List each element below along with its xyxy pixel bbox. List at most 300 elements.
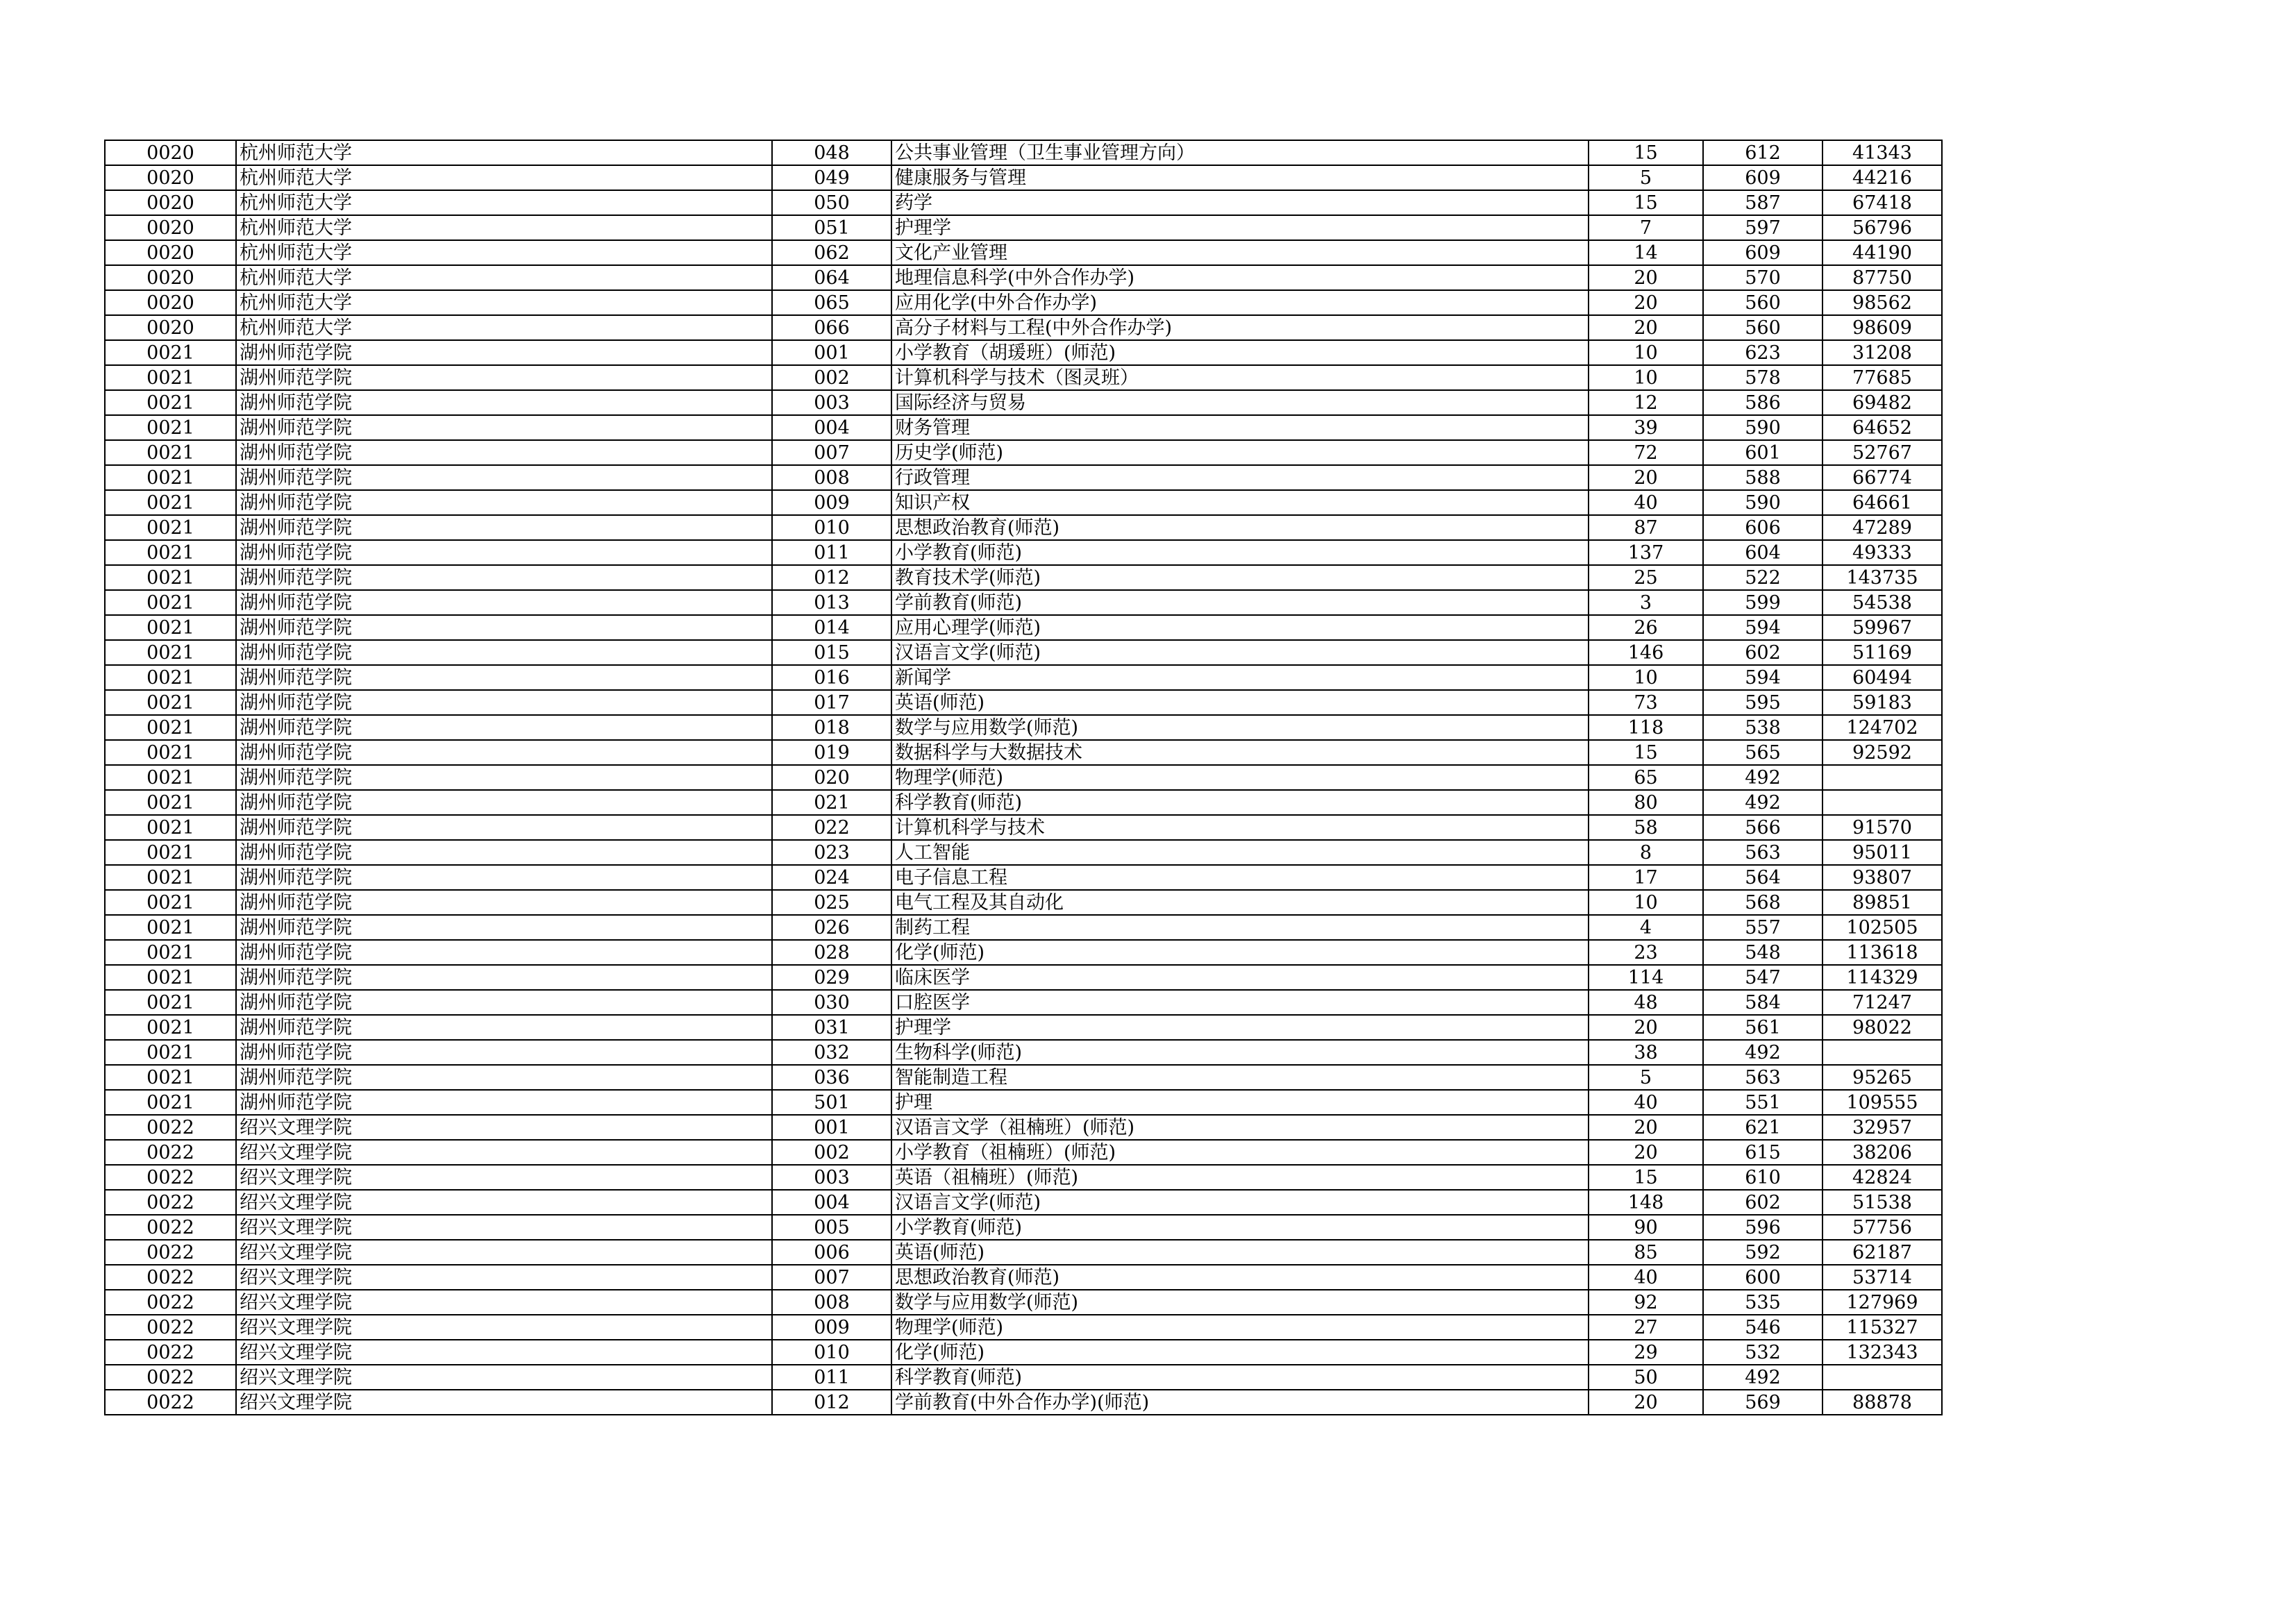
plan-count-cell: 5 [1589,165,1703,190]
plan-count-cell: 20 [1589,315,1703,340]
major-name-cell: 知识产权 [891,490,1589,515]
major-name-cell: 学前教育(师范) [891,590,1589,615]
school-name-cell: 杭州师范大学 [236,215,772,240]
plan-count-cell: 38 [1589,1040,1703,1065]
rank-cell: 44216 [1822,165,1942,190]
major-name-cell: 高分子材料与工程(中外合作办学) [891,315,1589,340]
major-code-cell: 030 [772,990,891,1015]
school-name-cell: 湖州师范学院 [236,390,772,415]
admission-table-body [105,140,1942,1415]
major-code-cell: 014 [772,615,891,640]
school-name-cell: 杭州师范大学 [236,165,772,190]
score-cell: 546 [1703,1315,1822,1340]
plan-count-cell: 14 [1589,240,1703,265]
school-name-cell: 湖州师范学院 [236,1065,772,1090]
plan-count-cell: 12 [1589,390,1703,415]
plan-count-cell: 20 [1589,1140,1703,1165]
school-code-cell: 0021 [105,940,236,965]
school-name-cell: 湖州师范学院 [236,690,772,715]
score-cell: 561 [1703,1015,1822,1040]
plan-count-cell: 10 [1589,890,1703,915]
table-row [105,590,1942,615]
school-name-cell: 湖州师范学院 [236,940,772,965]
school-name-cell: 湖州师范学院 [236,915,772,940]
school-name-cell: 杭州师范大学 [236,140,772,165]
school-code-cell: 0022 [105,1190,236,1215]
school-name-cell: 湖州师范学院 [236,590,772,615]
score-cell: 586 [1703,390,1822,415]
plan-count-cell: 73 [1589,690,1703,715]
score-cell: 560 [1703,315,1822,340]
rank-cell: 92592 [1822,740,1942,765]
school-code-cell: 0022 [105,1390,236,1415]
rank-cell: 95011 [1822,840,1942,865]
school-name-cell: 湖州师范学院 [236,1015,772,1040]
score-cell: 547 [1703,965,1822,990]
major-code-cell: 050 [772,190,891,215]
table-row [105,1265,1942,1290]
score-cell: 538 [1703,715,1822,740]
major-name-cell: 公共事业管理（卫生事业管理方向） [891,140,1589,165]
plan-count-cell: 27 [1589,1315,1703,1340]
major-code-cell: 012 [772,1390,891,1415]
major-code-cell: 001 [772,1115,891,1140]
major-code-cell: 011 [772,1365,891,1390]
score-cell: 594 [1703,665,1822,690]
school-code-cell: 0022 [105,1115,236,1140]
school-code-cell: 0021 [105,915,236,940]
major-name-cell: 地理信息科学(中外合作办学) [891,265,1589,290]
school-code-cell: 0021 [105,465,236,490]
plan-count-cell: 5 [1589,1065,1703,1090]
major-code-cell: 008 [772,1290,891,1315]
rank-cell: 38206 [1822,1140,1942,1165]
major-name-cell: 小学教育（胡瑗班）(师范) [891,340,1589,365]
school-code-cell: 0021 [105,340,236,365]
table-row [105,815,1942,840]
school-name-cell: 绍兴文理学院 [236,1265,772,1290]
school-code-cell: 0021 [105,815,236,840]
score-cell: 557 [1703,915,1822,940]
school-name-cell: 湖州师范学院 [236,490,772,515]
table-row [105,990,1942,1015]
school-name-cell: 湖州师范学院 [236,415,772,440]
table-row [105,415,1942,440]
table-row [105,1365,1942,1390]
score-cell: 592 [1703,1240,1822,1265]
school-code-cell: 0021 [105,590,236,615]
plan-count-cell: 10 [1589,340,1703,365]
school-name-cell: 湖州师范学院 [236,615,772,640]
school-name-cell: 湖州师范学院 [236,640,772,665]
school-code-cell: 0021 [105,615,236,640]
score-cell: 602 [1703,1190,1822,1215]
major-name-cell: 计算机科学与技术（图灵班） [891,365,1589,390]
rank-cell: 132343 [1822,1340,1942,1365]
plan-count-cell: 7 [1589,215,1703,240]
school-code-cell: 0021 [105,440,236,465]
rank-cell: 51538 [1822,1190,1942,1215]
major-code-cell: 019 [772,740,891,765]
major-code-cell: 020 [772,765,891,790]
school-name-cell: 湖州师范学院 [236,740,772,765]
school-name-cell: 绍兴文理学院 [236,1215,772,1240]
major-code-cell: 012 [772,565,891,590]
table-row [105,540,1942,565]
plan-count-cell: 87 [1589,515,1703,540]
rank-cell: 53714 [1822,1265,1942,1290]
rank-cell: 89851 [1822,890,1942,915]
rank-cell: 54538 [1822,590,1942,615]
plan-count-cell: 25 [1589,565,1703,590]
major-code-cell: 004 [772,415,891,440]
major-name-cell: 财务管理 [891,415,1589,440]
major-name-cell: 汉语言文学(师范) [891,640,1589,665]
school-name-cell: 湖州师范学院 [236,990,772,1015]
major-name-cell: 生物科学(师范) [891,1040,1589,1065]
rank-cell: 114329 [1822,965,1942,990]
plan-count-cell: 137 [1589,540,1703,565]
school-code-cell: 0021 [105,515,236,540]
table-row [105,1215,1942,1240]
table-row [105,440,1942,465]
school-name-cell: 杭州师范大学 [236,290,772,315]
major-code-cell: 025 [772,890,891,915]
major-name-cell: 口腔医学 [891,990,1589,1015]
school-code-cell: 0021 [105,1065,236,1090]
table-row [105,1065,1942,1090]
rank-cell: 143735 [1822,565,1942,590]
major-code-cell: 003 [772,390,891,415]
major-name-cell: 思想政治教育(师范) [891,1265,1589,1290]
rank-cell: 98562 [1822,290,1942,315]
major-name-cell: 制药工程 [891,915,1589,940]
major-name-cell: 电气工程及其自动化 [891,890,1589,915]
major-code-cell: 007 [772,440,891,465]
rank-cell: 124702 [1822,715,1942,740]
school-name-cell: 湖州师范学院 [236,565,772,590]
school-code-cell: 0021 [105,1040,236,1065]
school-code-cell: 0020 [105,315,236,340]
school-code-cell: 0021 [105,865,236,890]
table-row [105,290,1942,315]
school-name-cell: 湖州师范学院 [236,865,772,890]
rank-cell: 98609 [1822,315,1942,340]
table-row [105,1240,1942,1265]
score-cell: 596 [1703,1215,1822,1240]
major-code-cell: 021 [772,790,891,815]
plan-count-cell: 26 [1589,615,1703,640]
school-name-cell: 绍兴文理学院 [236,1240,772,1265]
school-code-cell: 0021 [105,365,236,390]
major-name-cell: 健康服务与管理 [891,165,1589,190]
major-code-cell: 036 [772,1065,891,1090]
table-row [105,1165,1942,1190]
major-code-cell: 017 [772,690,891,715]
school-code-cell: 0021 [105,640,236,665]
score-cell: 578 [1703,365,1822,390]
rank-cell: 44190 [1822,240,1942,265]
plan-count-cell: 15 [1589,1165,1703,1190]
plan-count-cell: 10 [1589,665,1703,690]
score-cell: 623 [1703,340,1822,365]
major-name-cell: 电子信息工程 [891,865,1589,890]
plan-count-cell: 8 [1589,840,1703,865]
major-name-cell: 护理学 [891,1015,1589,1040]
school-name-cell: 杭州师范大学 [236,190,772,215]
school-code-cell: 0022 [105,1215,236,1240]
rank-cell: 64652 [1822,415,1942,440]
major-name-cell: 汉语言文学（祖楠班）(师范) [891,1115,1589,1140]
major-code-cell: 031 [772,1015,891,1040]
plan-count-cell: 23 [1589,940,1703,965]
rank-cell: 71247 [1822,990,1942,1015]
school-code-cell: 0021 [105,415,236,440]
major-name-cell: 小学教育(师范) [891,1215,1589,1240]
score-cell: 590 [1703,490,1822,515]
score-cell: 563 [1703,840,1822,865]
rank-cell: 51169 [1822,640,1942,665]
rank-cell: 59967 [1822,615,1942,640]
table-row [105,1390,1942,1415]
plan-count-cell: 4 [1589,915,1703,940]
major-name-cell: 小学教育(师范) [891,540,1589,565]
major-code-cell: 023 [772,840,891,865]
major-name-cell: 护理 [891,1090,1589,1115]
school-code-cell: 0022 [105,1315,236,1340]
school-name-cell: 湖州师范学院 [236,465,772,490]
school-name-cell: 湖州师范学院 [236,365,772,390]
table-row [105,865,1942,890]
score-cell: 600 [1703,1265,1822,1290]
score-cell: 604 [1703,540,1822,565]
score-cell: 612 [1703,140,1822,165]
school-name-cell: 杭州师范大学 [236,315,772,340]
major-name-cell: 汉语言文学(师范) [891,1190,1589,1215]
plan-count-cell: 20 [1589,265,1703,290]
school-name-cell: 绍兴文理学院 [236,1365,772,1390]
plan-count-cell: 114 [1589,965,1703,990]
rank-cell: 66774 [1822,465,1942,490]
table-row [105,1040,1942,1065]
major-code-cell: 004 [772,1190,891,1215]
major-code-cell: 009 [772,1315,891,1340]
major-code-cell: 065 [772,290,891,315]
school-code-cell: 0020 [105,215,236,240]
rank-cell [1822,790,1942,815]
major-code-cell: 024 [772,865,891,890]
admission-table [104,140,1943,1415]
table-row [105,615,1942,640]
table-row [105,665,1942,690]
plan-count-cell: 15 [1589,740,1703,765]
major-name-cell: 英语(师范) [891,1240,1589,1265]
rank-cell: 113618 [1822,940,1942,965]
school-code-cell: 0022 [105,1365,236,1390]
major-name-cell: 化学(师范) [891,940,1589,965]
score-cell: 565 [1703,740,1822,765]
score-cell: 569 [1703,1390,1822,1415]
major-code-cell: 016 [772,665,891,690]
school-name-cell: 绍兴文理学院 [236,1115,772,1140]
score-cell: 492 [1703,1365,1822,1390]
major-code-cell: 049 [772,165,891,190]
rank-cell: 56796 [1822,215,1942,240]
major-name-cell: 历史学(师范) [891,440,1589,465]
school-name-cell: 绍兴文理学院 [236,1165,772,1190]
table-row [105,265,1942,290]
major-name-cell: 学前教育(中外合作办学)(师范) [891,1390,1589,1415]
school-name-cell: 绍兴文理学院 [236,1290,772,1315]
major-code-cell: 062 [772,240,891,265]
major-code-cell: 010 [772,515,891,540]
major-code-cell: 008 [772,465,891,490]
rank-cell: 127969 [1822,1290,1942,1315]
major-name-cell: 物理学(师范) [891,765,1589,790]
rank-cell: 109555 [1822,1090,1942,1115]
major-name-cell: 药学 [891,190,1589,215]
school-name-cell: 湖州师范学院 [236,665,772,690]
rank-cell: 42824 [1822,1165,1942,1190]
school-code-cell: 0021 [105,990,236,1015]
major-code-cell: 007 [772,1265,891,1290]
table-row [105,165,1942,190]
school-code-cell: 0021 [105,665,236,690]
table-row [105,940,1942,965]
score-cell: 590 [1703,415,1822,440]
major-code-cell: 066 [772,315,891,340]
table-row [105,1315,1942,1340]
table-row [105,365,1942,390]
school-code-cell: 0021 [105,1015,236,1040]
rank-cell: 115327 [1822,1315,1942,1340]
major-name-cell: 英语(师范) [891,690,1589,715]
school-code-cell: 0021 [105,765,236,790]
rank-cell: 87750 [1822,265,1942,290]
plan-count-cell: 65 [1589,765,1703,790]
major-code-cell: 022 [772,815,891,840]
school-name-cell: 湖州师范学院 [236,340,772,365]
major-code-cell: 003 [772,1165,891,1190]
school-code-cell: 0020 [105,240,236,265]
rank-cell: 60494 [1822,665,1942,690]
school-name-cell: 湖州师范学院 [236,540,772,565]
school-code-cell: 0021 [105,690,236,715]
rank-cell: 52767 [1822,440,1942,465]
score-cell: 588 [1703,465,1822,490]
major-name-cell: 应用化学(中外合作办学) [891,290,1589,315]
plan-count-cell: 40 [1589,490,1703,515]
score-cell: 599 [1703,590,1822,615]
major-name-cell: 人工智能 [891,840,1589,865]
plan-count-cell: 20 [1589,1390,1703,1415]
school-code-cell: 0021 [105,540,236,565]
school-name-cell: 湖州师范学院 [236,815,772,840]
major-name-cell: 临床医学 [891,965,1589,990]
rank-cell: 47289 [1822,515,1942,540]
table-row [105,740,1942,765]
score-cell: 595 [1703,690,1822,715]
major-name-cell: 国际经济与贸易 [891,390,1589,415]
school-code-cell: 0022 [105,1290,236,1315]
score-cell: 548 [1703,940,1822,965]
major-code-cell: 009 [772,490,891,515]
school-name-cell: 湖州师范学院 [236,840,772,865]
major-name-cell: 智能制造工程 [891,1065,1589,1090]
major-code-cell: 005 [772,1215,891,1240]
plan-count-cell: 148 [1589,1190,1703,1215]
score-cell: 606 [1703,515,1822,540]
school-name-cell: 湖州师范学院 [236,965,772,990]
rank-cell: 49333 [1822,540,1942,565]
plan-count-cell: 80 [1589,790,1703,815]
school-code-cell: 0021 [105,840,236,865]
rank-cell: 59183 [1822,690,1942,715]
table-row [105,1140,1942,1165]
score-cell: 532 [1703,1340,1822,1365]
school-code-cell: 0020 [105,190,236,215]
plan-count-cell: 20 [1589,465,1703,490]
table-row [105,890,1942,915]
rank-cell: 67418 [1822,190,1942,215]
major-name-cell: 小学教育（祖楠班）(师范) [891,1140,1589,1165]
major-code-cell: 018 [772,715,891,740]
school-code-cell: 0022 [105,1140,236,1165]
score-cell: 535 [1703,1290,1822,1315]
table-row [105,465,1942,490]
plan-count-cell: 17 [1589,865,1703,890]
school-name-cell: 湖州师范学院 [236,765,772,790]
major-code-cell: 015 [772,640,891,665]
major-name-cell: 计算机科学与技术 [891,815,1589,840]
rank-cell: 41343 [1822,140,1942,165]
table-row [105,790,1942,815]
rank-cell: 98022 [1822,1015,1942,1040]
table-row [105,690,1942,715]
school-code-cell: 0021 [105,565,236,590]
major-code-cell: 010 [772,1340,891,1365]
school-code-cell: 0021 [105,490,236,515]
major-name-cell: 应用心理学(师范) [891,615,1589,640]
school-name-cell: 湖州师范学院 [236,790,772,815]
rank-cell [1822,1365,1942,1390]
plan-count-cell: 85 [1589,1240,1703,1265]
school-code-cell: 0020 [105,265,236,290]
table-row [105,140,1942,165]
rank-cell: 32957 [1822,1115,1942,1140]
rank-cell: 77685 [1822,365,1942,390]
major-name-cell: 物理学(师范) [891,1315,1589,1340]
major-code-cell: 501 [772,1090,891,1115]
rank-cell: 62187 [1822,1240,1942,1265]
table-row [105,715,1942,740]
table-row [105,1115,1942,1140]
plan-count-cell: 90 [1589,1215,1703,1240]
score-cell: 551 [1703,1090,1822,1115]
school-code-cell: 0020 [105,290,236,315]
score-cell: 609 [1703,240,1822,265]
plan-count-cell: 20 [1589,1115,1703,1140]
plan-count-cell: 15 [1589,140,1703,165]
score-cell: 566 [1703,815,1822,840]
table-row [105,840,1942,865]
table-row [105,1290,1942,1315]
school-code-cell: 0022 [105,1165,236,1190]
plan-count-cell: 20 [1589,1015,1703,1040]
score-cell: 522 [1703,565,1822,590]
rank-cell: 69482 [1822,390,1942,415]
school-code-cell: 0021 [105,740,236,765]
